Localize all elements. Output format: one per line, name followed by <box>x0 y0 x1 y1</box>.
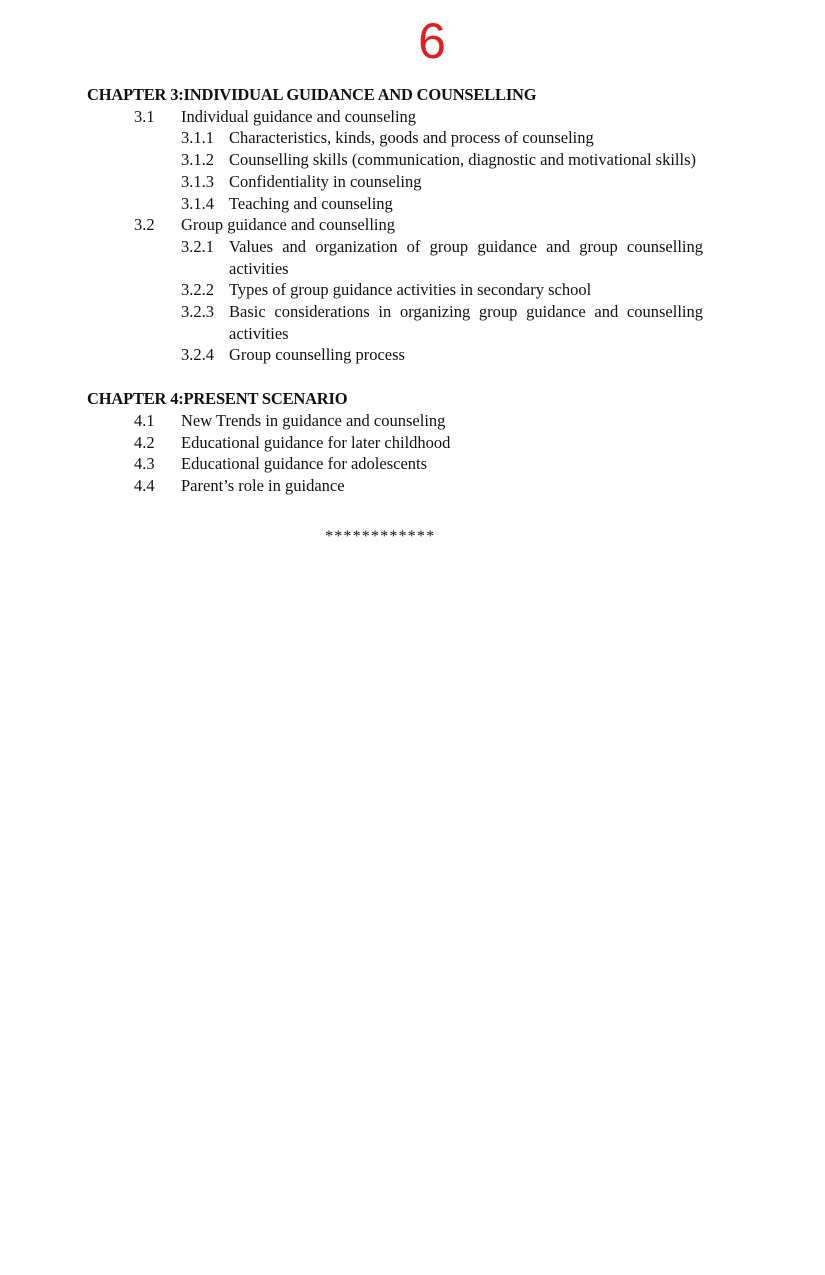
subsection-item <box>87 344 707 366</box>
section-text: Parent’s role in guidance <box>181 475 345 495</box>
subsection-number: 3.2.1 <box>181 236 214 256</box>
section-text: Educational guidance for adolescents <box>181 454 428 474</box>
subsection-text: Characteristics, kinds, goods and process of counseling <box>229 128 594 148</box>
subsection-text: Types of group guidance activities in secondary school <box>229 280 592 300</box>
section-number: 4.3 <box>134 454 155 474</box>
subsection-number: 3.1.3 <box>181 171 214 191</box>
subsection-item <box>87 279 707 301</box>
subsection-number: 3.2.2 <box>181 280 214 300</box>
section-text: Group guidance and counselling <box>181 215 395 235</box>
subsection-text: Values and organization of group guidance and group counselling activities <box>229 236 703 278</box>
section-number: 3.1 <box>134 106 155 126</box>
subsection-item <box>87 236 707 279</box>
section-item <box>87 214 707 236</box>
section-number: 4.2 <box>134 432 155 452</box>
section-number: 4.1 <box>134 410 155 430</box>
subsection-number: 3.2.4 <box>181 345 214 365</box>
section-item <box>87 453 707 475</box>
section-item <box>87 410 707 432</box>
subsection-number: 3.1.4 <box>181 193 214 213</box>
chapter-4 <box>87 388 707 497</box>
chapter-title: CHAPTER 3:INDIVIDUAL GUIDANCE AND COUNSELLING <box>87 85 537 104</box>
subsection-text: Teaching and counseling <box>229 193 393 213</box>
section-text: Educational guidance for later childhood <box>181 432 451 452</box>
page-number: 6 <box>418 13 446 69</box>
section-number: 3.2 <box>134 215 155 235</box>
subsection-item <box>87 149 707 171</box>
subsection-item <box>87 301 707 344</box>
section-text: Individual guidance and counseling <box>181 106 417 126</box>
chapter-3 <box>87 84 707 366</box>
section-number: 4.4 <box>134 475 155 495</box>
section-item <box>87 432 707 454</box>
section-item <box>87 475 707 497</box>
subsection-number: 3.2.3 <box>181 302 214 322</box>
subsection-text: Confidentiality in counseling <box>229 171 422 191</box>
subsection-text: Basic considerations in organizing group guidance and counselling activities <box>229 302 703 343</box>
subsection-text: Group counselling process <box>229 345 405 365</box>
section-item <box>87 106 707 128</box>
subsection-number: 3.1.1 <box>181 128 214 148</box>
subsection-item <box>87 171 707 193</box>
subsection-item <box>87 127 707 149</box>
section-text: New Trends in guidance and counseling <box>181 410 446 430</box>
subsection-item <box>87 193 707 215</box>
subsection-number: 3.1.2 <box>181 150 214 170</box>
subsection-text: Counselling skills (communication, diagnostic and motivational skills) <box>229 150 696 170</box>
end-marker: ************ <box>325 528 436 545</box>
syllabus-content <box>87 84 707 497</box>
chapter-title: CHAPTER 4:PRESENT SCENARIO <box>87 389 348 409</box>
